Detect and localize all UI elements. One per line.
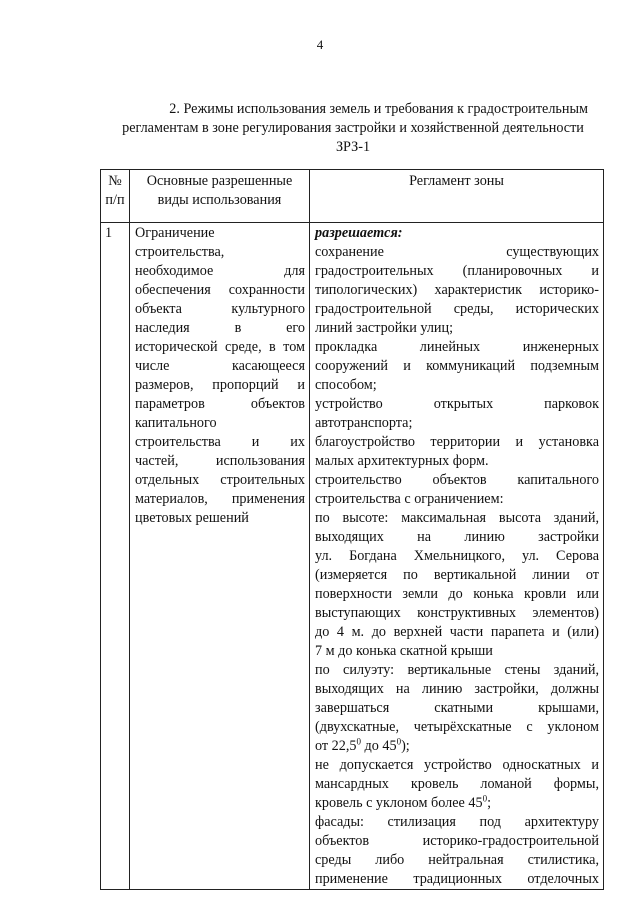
regulation-line: градостроительной среды, исторических [315,301,599,317]
regulation-line: по высоте: максимальная высота зданий, [315,510,599,526]
uses-line: Ограничение [135,225,215,241]
regulation-line: малых архитектурных форм. [315,453,489,469]
permitted-label: разрешается: [315,225,403,241]
row-number: 1 [101,223,130,890]
regulation-line: устройство открытых парковок [315,396,599,412]
uses-line: строительства и их [135,434,305,450]
section-heading [98,100,608,157]
regulation-line: градостроительных (планировочных и [315,263,599,279]
regulation-line-slope: кровель с уклоном более $45^0$; [315,793,492,811]
heading-line-1: 2. Режимы использования земель и требования к градостроительным [169,101,588,117]
table-header-row [101,170,604,223]
uses-line: исторической среде, в том [135,339,305,355]
uses-line: обеспечения сохранности [135,282,305,298]
regulation-line: до 4 м. до верхней части парапета и (или) [315,624,599,640]
regulation-line: типологических) характеристик историко- [315,282,599,298]
uses-line: параметров объектов [135,396,305,412]
regulation-line-angles: от 22,5$^0$ до $45^0$); [315,736,410,754]
uses-line: строительства, [135,244,225,260]
regulation-line: не допускается устройство односкатных и [315,757,599,773]
regulation-line: среды либо нейтральная стилистика, [315,852,599,868]
uses-line: материалов, применения [135,491,305,507]
header-permitted-uses: Основные разрешенные виды использования [130,170,310,223]
regulation-line: способом; [315,377,377,393]
regulation-line: (измеряется по вертикальной линии от [315,567,599,583]
regulation-line: завершаться скатными крышами, [315,700,599,716]
regulation-line: ул. Богдана Хмельницкого, ул. Серова [315,548,599,564]
regulation-line: сооружений и коммуникаций подземным [315,358,599,374]
heading-line-2: регламентам в зоне регулирования застройки и хозяйственной деятельности [122,120,584,136]
page-number: 4 [316,37,324,52]
regulation-line: линий застройки улиц; [315,320,454,336]
uses-line: необходимое для [135,263,305,279]
uses-line: числе касающееся [135,358,305,374]
zone-regulation-table [100,169,604,890]
header-zone-regulation: Регламент зоны [310,170,604,223]
regulation-line: применение традиционных отделочных [315,871,599,887]
regulation-line: поверхности земли до конька кровли или [315,586,599,602]
regulation-line: сохранение существующих [315,244,599,260]
regulation-line: автотранспорта; [315,415,413,431]
uses-line: частей, использования [135,453,305,469]
regulation-line: выходящих на линию застройки [315,529,599,545]
uses-line: отдельных строительных [135,472,305,488]
regulation-line: по силуэту: вертикальные стены зданий, [315,662,599,678]
regulation-line: 7 м до конька скатной крыши [315,643,493,659]
regulation-line: фасады: стилизация под архитектуру [315,814,599,830]
header-number: № п/п [101,170,130,223]
zone-regulation-cell [310,223,604,890]
regulation-line: (двухскатные, четырёхскатные с уклоном [315,719,599,735]
heading-line-3: ЗРЗ-1 [335,139,371,155]
regulation-line: строительство объектов капитального [315,472,599,488]
regulation-line: объектов историко-градостроительной [315,833,599,849]
uses-line: капитального [135,415,217,431]
uses-line: наследия в его [135,320,305,336]
regulation-line: строительства с ограничением: [315,491,504,507]
table-row [101,223,604,890]
regulation-line: благоустройство территории и установка [315,434,599,450]
uses-line: цветовых решений [135,510,249,526]
regulation-line: прокладка линейных инженерных [315,339,599,355]
uses-line: размеров, пропорций и [135,377,305,393]
regulation-line: выходящих на линию застройки, должны [315,681,599,697]
uses-line: объекта культурного [135,301,305,317]
regulation-line: мансардных кровель ломаной формы, [315,776,599,792]
permitted-uses-cell [130,223,310,890]
regulation-line: выступающих конструктивных элементов) [315,605,599,621]
